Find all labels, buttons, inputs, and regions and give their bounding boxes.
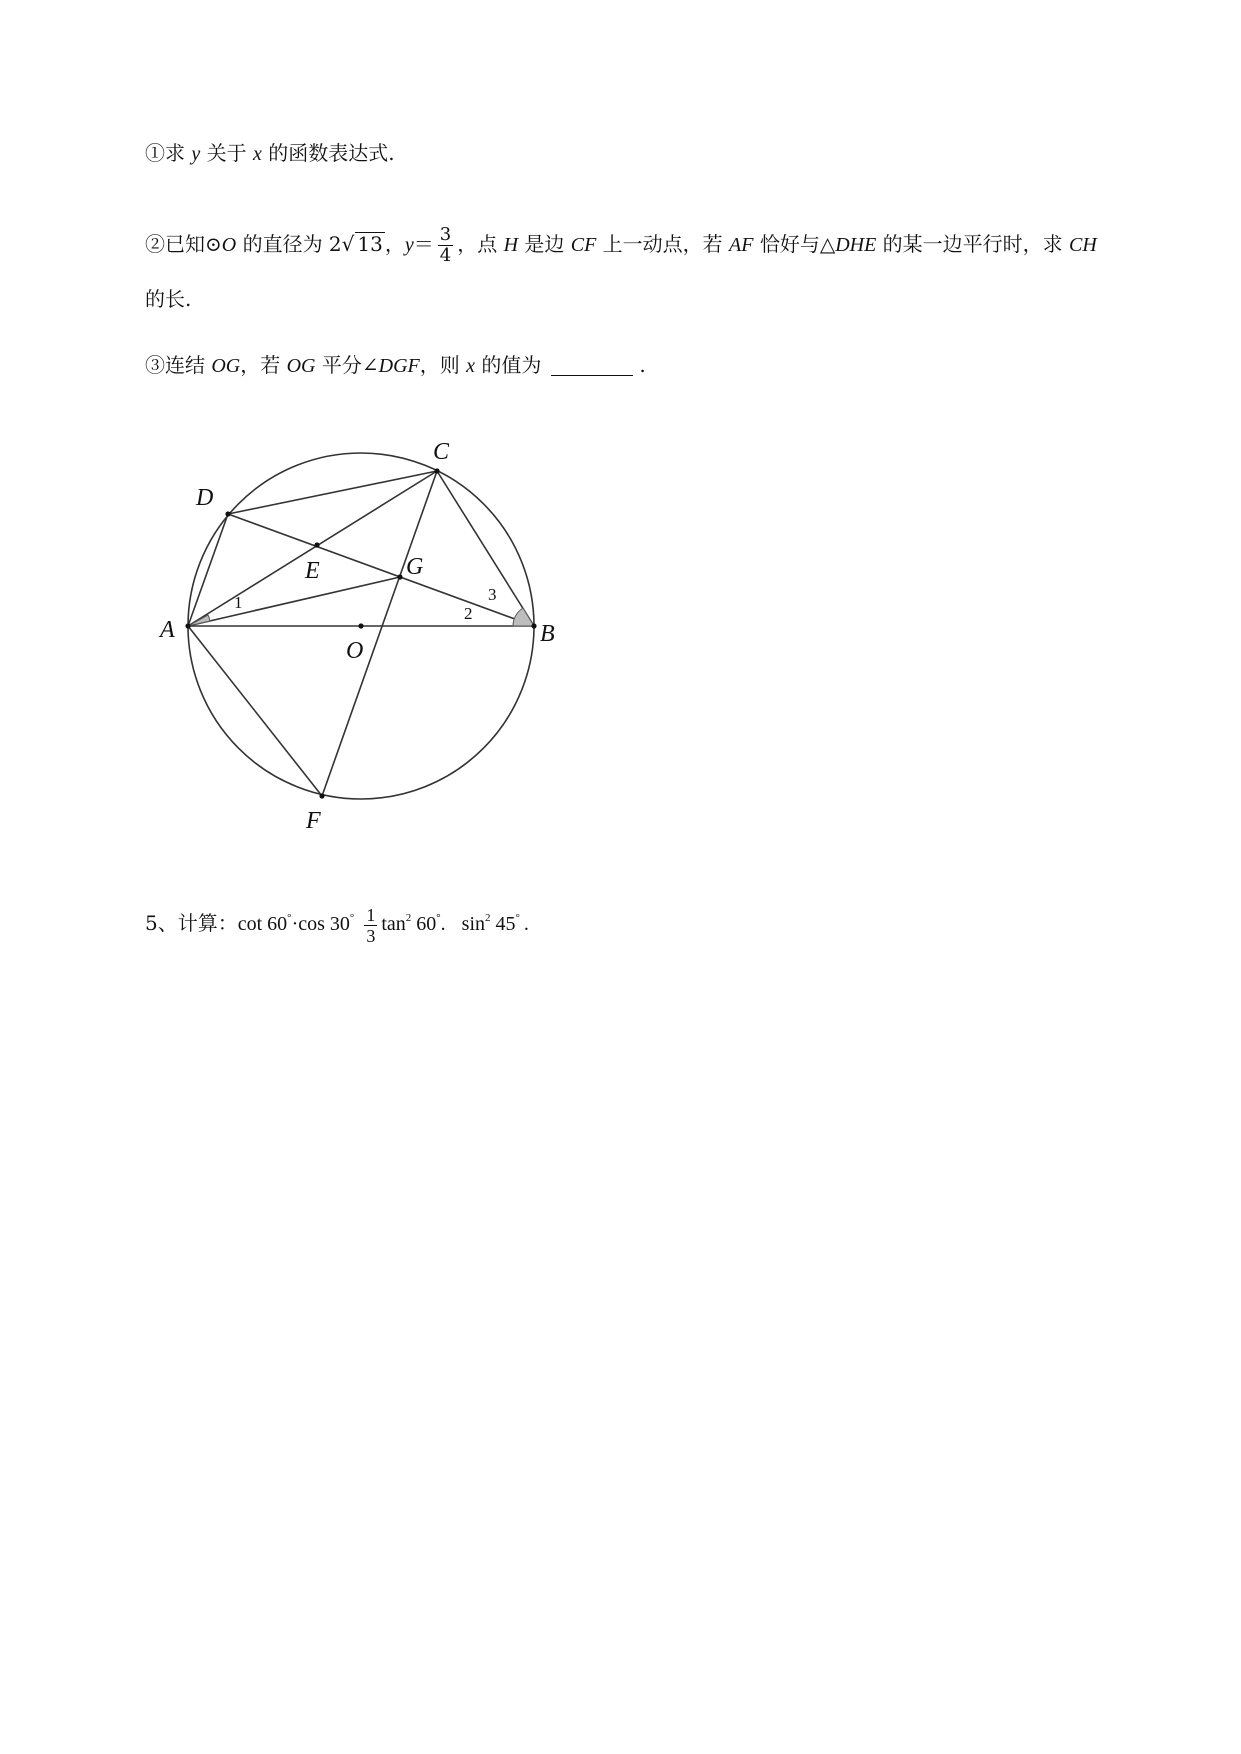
q1-text-b: 关于: [200, 141, 253, 165]
segment-DB: [228, 514, 534, 626]
point-B-dot: [531, 623, 536, 628]
label-A: A: [160, 617, 175, 643]
label-G: G: [406, 554, 424, 580]
degree-sign: °: [349, 912, 355, 924]
segment-AG: [188, 577, 400, 626]
point-F-dot: [319, 793, 324, 798]
fraction-denominator: 3: [366, 925, 376, 946]
label-D: D: [196, 485, 214, 511]
q2-text-g: 恰好与△: [753, 232, 836, 256]
equals-sign: ＝: [413, 232, 434, 256]
label-F: F: [306, 808, 321, 834]
label-C: C: [433, 439, 450, 465]
q3-period: .: [639, 353, 646, 377]
point-D-dot: [225, 511, 230, 516]
var-y: y: [191, 143, 201, 165]
segment-OG: OG: [286, 355, 316, 377]
q2-text-f: 上一动点，若: [596, 232, 730, 256]
angle-label-2: 2: [464, 604, 473, 623]
segment-DC: [228, 471, 437, 514]
q3-text-c: 平分∠: [315, 353, 379, 377]
fraction-numerator: 1: [366, 904, 376, 925]
label-E: E: [305, 558, 320, 584]
segment-AF: AF: [729, 234, 754, 256]
angle-label-3: 3: [488, 585, 497, 604]
degree-sign: °: [436, 912, 441, 924]
expr-tan: tan: [381, 913, 406, 935]
circle-two-marker: ②: [145, 232, 165, 256]
var-x: x: [252, 143, 262, 165]
expr-sin-angle: 45: [490, 913, 516, 935]
q3-text-b: ，若: [240, 353, 287, 377]
q3-text-a: 连结: [165, 353, 212, 377]
segment-AF: [188, 626, 322, 796]
point-A-dot: [185, 623, 190, 628]
q2-text-c: ，: [384, 232, 405, 256]
expr-dot: .: [440, 913, 446, 935]
superscript-two: 2: [405, 912, 412, 924]
q1-text-c: 的函数表达式.: [261, 141, 395, 165]
triangle-DHE: DHE: [835, 234, 877, 256]
var-O: O: [221, 234, 237, 256]
expr-cos: ·cos 30: [291, 913, 350, 935]
fraction-one-third: [364, 905, 377, 946]
q3-text-e: 的值为: [474, 353, 542, 377]
superscript-two: 2: [485, 912, 491, 924]
degree-sign: °: [287, 912, 292, 924]
angle-label-1: 1: [234, 593, 243, 612]
segment-AD: [188, 514, 228, 626]
q2-text-h: 的某一边平行时，求: [876, 232, 1070, 256]
sqrt-sign: √: [341, 232, 355, 256]
angle-DGF: DGF: [378, 355, 420, 377]
expr-tan-angle: 60: [411, 913, 437, 935]
degree-sign: °: [515, 912, 520, 924]
segment-CH: CH: [1069, 234, 1097, 256]
var-y: y: [404, 234, 414, 256]
point-G-dot: [397, 574, 402, 579]
segment-CF: [322, 471, 437, 796]
label-B: B: [540, 621, 555, 647]
q5-period: .: [523, 913, 529, 935]
segment-AC: [188, 471, 437, 626]
fraction-numerator: 3: [439, 224, 452, 245]
q2-text-d: ，点: [457, 232, 504, 256]
point-E-dot: [314, 542, 319, 547]
q5-expression: [237, 904, 529, 946]
q3-text-d: ，则: [419, 353, 467, 377]
q5-label: 5、计算：: [145, 911, 238, 935]
segment-CB: [437, 471, 534, 626]
point-O-dot: [358, 623, 363, 628]
circle-one-marker: ①: [145, 141, 165, 165]
question-5-line: [145, 903, 529, 946]
sqrt-radicand: 13: [357, 232, 383, 256]
var-H: H: [503, 234, 519, 256]
question-2-line-2: 的长.: [145, 287, 192, 311]
var-x: x: [466, 355, 475, 377]
expr-sin: sin: [461, 913, 485, 935]
q2-text-b: 的直径为 2: [236, 232, 342, 256]
segment-CF: CF: [570, 234, 597, 256]
q1-text-a: 求: [165, 141, 192, 165]
point-C-dot: [434, 468, 439, 473]
label-O: O: [346, 638, 364, 664]
q2-text-e: 是边: [518, 232, 571, 256]
q2-text-a: 已知⊙: [165, 232, 222, 256]
angle-mark-B: [513, 608, 534, 626]
segment-OG: OG: [211, 355, 241, 377]
circle-three-marker: ③: [145, 353, 165, 377]
expr-cot: cot 60: [237, 913, 288, 935]
fraction-denominator: 4: [439, 245, 452, 266]
